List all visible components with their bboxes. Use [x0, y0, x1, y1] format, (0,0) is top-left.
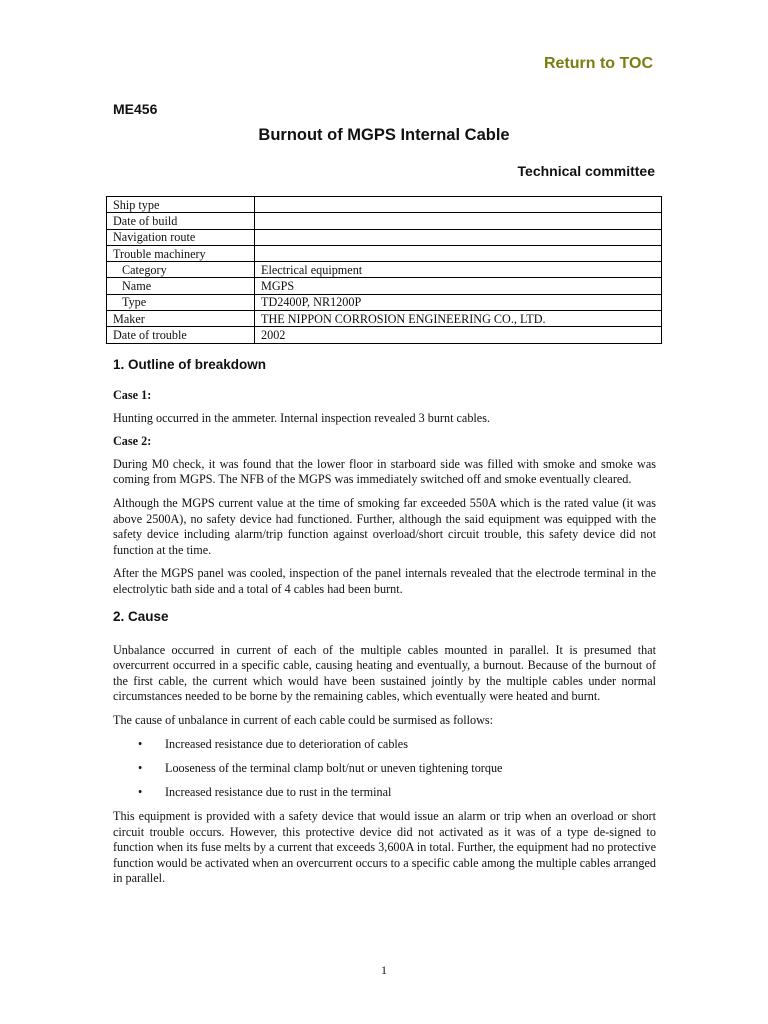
- section-heading-cause: 2. Cause: [113, 608, 169, 624]
- paragraph: The cause of unbalance in current of each cable could be surmised as follows:: [113, 712, 494, 727]
- table-label: Maker: [107, 311, 255, 327]
- table-value: [255, 245, 662, 261]
- paragraph: This equipment is provided with a safety device that would issue an alarm or trip when an overload or short circuit trouble occurs. However, this protective device did not activated as it was of a type de-signed to function when its fuse melts by a current that exceeds 3,600A in total. Further, the equipment had no protective function would be activated when an overcurrent occurs to a specific cable among the multiple cables arranged in parallel.: [113, 809, 656, 886]
- return-to-toc-link[interactable]: Return to TOC: [543, 55, 653, 72]
- list-item-text: Increased resistance due to deterioration of cables: [165, 736, 408, 751]
- list-item: [113, 761, 656, 777]
- section-heading-outline: 1. Outline of breakdown: [113, 357, 267, 372]
- table-label: Category: [107, 262, 255, 278]
- document-code: ME456: [113, 101, 158, 117]
- list-item: [113, 737, 656, 753]
- table-row: [107, 278, 662, 294]
- paragraph: During M0 check, it was found that the lower floor in starboard side was filled with smoke and smoke was coming from MGPS. The NFB of the MGPS was immediately switched off and smoke eventually cleared.: [113, 456, 656, 487]
- table-row: [107, 213, 662, 229]
- table-value: [255, 229, 662, 245]
- table-value: MGPS: [255, 278, 662, 294]
- table-row: [107, 311, 662, 327]
- table-label: Date of trouble: [107, 327, 255, 343]
- paragraph: After the MGPS panel was cooled, inspection of the panel internals revealed that the electrode terminal in the electrolytic bath side and a total of 4 cables had been burnt.: [113, 566, 656, 596]
- list-item-text: Increased resistance due to rust in the terminal: [165, 784, 392, 799]
- list-item: [113, 785, 656, 801]
- document-body: [113, 356, 656, 895]
- bullet-icon: •: [138, 736, 143, 751]
- table-label: Trouble machinery: [107, 245, 255, 261]
- table-row: [107, 327, 662, 343]
- table-row: [107, 262, 662, 278]
- cause-list: [113, 737, 656, 801]
- table-row: [107, 245, 662, 261]
- bullet-icon: •: [138, 760, 143, 775]
- table-value: [255, 197, 662, 213]
- table-value: 2002: [255, 327, 662, 343]
- table-row: [107, 197, 662, 213]
- table-value: [255, 213, 662, 229]
- table-label: Ship type: [107, 197, 255, 213]
- table-label: Date of build: [107, 213, 255, 229]
- table-value: TD2400P, NR1200P: [255, 294, 662, 310]
- paragraph: Hunting occurred in the ammeter. Internal inspection revealed 3 burnt cables.: [113, 410, 490, 425]
- table-row: [107, 229, 662, 245]
- page-title: Burnout of MGPS Internal Cable: [258, 126, 510, 144]
- paragraph: Although the MGPS current value at the time of smoking far exceeded 550A which is the rated value (it was above 2500A), no safety device had functioned. Further, although the said equipment was equipped with the safety device including alarm/trip function against overload/short circuit trouble, this safety device did not function at the time.: [113, 495, 656, 557]
- table-label: Name: [107, 278, 255, 294]
- paragraph: Unbalance occurred in current of each of the multiple cables mounted in parallel. It is presumed that overcurrent occurred in a specific cable, causing heating and eventually, a burnout. Because of the burnout of the first cable, the current which would have been sustained jointly by the multiple cables under normal circumstances needed to be borne by the remaining cables, which eventually were heated and burnt.: [113, 642, 656, 704]
- case-label: Case 2:: [113, 434, 152, 449]
- table-value: Electrical equipment: [255, 262, 662, 278]
- document-author: Technical committee: [517, 163, 655, 179]
- trouble-info-table: [106, 196, 662, 344]
- table-row: [107, 294, 662, 310]
- table-value: THE NIPPON CORROSION ENGINEERING CO., LTD.: [255, 311, 662, 327]
- page-number: 1: [381, 963, 387, 977]
- list-item-text: Looseness of the terminal clamp bolt/nut or uneven tightening torque: [165, 760, 503, 775]
- case-label: Case 1:: [113, 388, 152, 402]
- bullet-icon: •: [138, 784, 143, 799]
- table-label: Navigation route: [107, 229, 255, 245]
- table-label: Type: [107, 294, 255, 310]
